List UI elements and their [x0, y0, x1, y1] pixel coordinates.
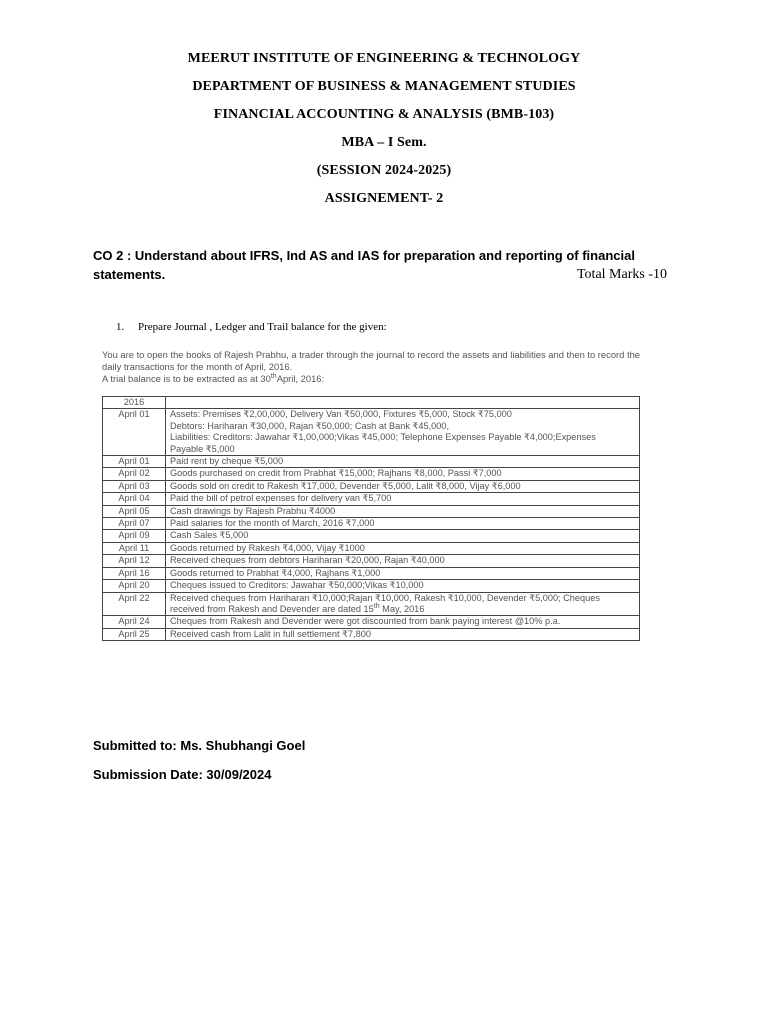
session-title: (SESSION 2024-2025) — [316, 163, 452, 178]
institute-title: MEERUT INSTITUTE OF ENGINEERING & TECHNOLOGY — [187, 51, 581, 66]
table-row — [103, 628, 640, 640]
transaction-date: April 25 — [103, 628, 166, 640]
transaction-description — [166, 480, 640, 492]
transactions-body — [103, 409, 640, 641]
table-row — [103, 530, 640, 542]
table-row — [103, 409, 640, 456]
table-header-row — [103, 397, 640, 409]
description-line: Paid the bill of petrol expenses for delivery van ₹5,700 — [170, 493, 392, 504]
transaction-description — [166, 456, 640, 468]
description-line: Goods purchased on credit from Prabhat ₹15,000; Rajhans ₹8,000, Passi ₹7,000 — [170, 468, 502, 479]
description-line: Cheques from Rakesh and Devender were got discounted from bank paying interest @10% p.a. — [170, 616, 561, 627]
transaction-date: April 16 — [103, 567, 166, 579]
transaction-description — [166, 580, 640, 592]
description-line: Assets: Premises ₹2,00,000, Delivery Van ₹50,000, Fixtures ₹5,000, Stock ₹75,000 — [170, 409, 512, 420]
transactions-table — [102, 396, 640, 641]
description-line: Goods sold on credit to Rakesh ₹17,000, Devender ₹5,000, Lalit ₹8,000, Vijay ₹6,000 — [170, 480, 521, 491]
transaction-description — [166, 409, 640, 456]
question-text: Prepare Journal , Ledger and Trail balance for the given: — [138, 321, 387, 333]
description-line: Cash Sales ₹5,000 — [170, 530, 249, 541]
description-line: Goods returned by Rakesh ₹4,000, Vijay ₹1000 — [170, 542, 365, 553]
transaction-description — [166, 530, 640, 542]
table-row — [103, 505, 640, 517]
description-line — [170, 604, 635, 615]
year-header: 2016 — [103, 397, 166, 409]
intro-line-3-suffix: April, 2016: — [276, 373, 325, 384]
transaction-date: April 01 — [103, 456, 166, 468]
transaction-date: April 04 — [103, 493, 166, 505]
description-line: Goods returned to Prabhat ₹4,000, Rajhans ₹1,000 — [170, 567, 381, 578]
table-row — [103, 456, 640, 468]
assignment-title: ASSIGNEMENT- 2 — [324, 191, 444, 206]
semester-title: MBA – I Sem. — [341, 135, 427, 150]
description-line: Paid rent by cheque ₹5,000 — [170, 456, 284, 467]
transaction-date: April 20 — [103, 580, 166, 592]
transaction-date: April 11 — [103, 542, 166, 554]
transaction-date: April 22 — [103, 592, 166, 616]
transaction-date: April 03 — [103, 480, 166, 492]
blank-header — [166, 397, 640, 409]
table-row — [103, 468, 640, 480]
description-line: Paid salaries for the month of March, 2016 ₹7,000 — [170, 518, 375, 529]
description-line: Debtors: Hariharan ₹30,000, Rajan ₹50,000; Cash at Bank ₹45,000, — [170, 420, 450, 431]
transaction-date: April 09 — [103, 530, 166, 542]
description-line: Received cheques from debtors Hariharan ₹20,000, Rajan ₹40,000 — [170, 555, 445, 566]
transaction-description — [166, 616, 640, 628]
transaction-date: April 01 — [103, 409, 166, 456]
table-row — [103, 542, 640, 554]
transaction-description — [166, 493, 640, 505]
description-line-suffix: May, 2016 — [379, 603, 425, 614]
course-outcome-line-1: CO 2 : Understand about IFRS, Ind AS and IAS for preparation and reporting of financial — [93, 248, 635, 263]
description-line: Cash drawings by Rajesh Prabhu ₹4000 — [170, 505, 336, 516]
description-line: Received cash from Lalit in full settlement ₹7,800 — [170, 628, 371, 639]
department-title: DEPARTMENT OF BUSINESS & MANAGEMENT STUDIES — [192, 79, 576, 94]
transaction-date: April 07 — [103, 518, 166, 530]
transaction-description — [166, 542, 640, 554]
transaction-date: April 12 — [103, 555, 166, 567]
transaction-description — [166, 628, 640, 640]
table-row — [103, 493, 640, 505]
description-line: Cheques issued to Creditors: Jawahar ₹50,000;Vikas ₹10,000 — [170, 580, 424, 591]
submission-date: Submission Date: 30/09/2024 — [93, 767, 272, 782]
description-superscript: th — [373, 602, 380, 610]
total-marks: Total Marks -10 — [576, 267, 667, 282]
course-outcome-line-2: statements. — [93, 267, 166, 282]
table-row — [103, 480, 640, 492]
question-1 — [116, 321, 387, 333]
table-row — [103, 518, 640, 530]
table-row — [103, 567, 640, 579]
transaction-description — [166, 468, 640, 480]
problem-intro-line-3 — [102, 373, 667, 385]
submitted-to: Submitted to: Ms. Shubhangi Goel — [93, 738, 306, 753]
subject-title: FINANCIAL ACCOUNTING & ANALYSIS (BMB-103) — [213, 107, 555, 122]
table-row — [103, 616, 640, 628]
table-row — [103, 592, 640, 616]
description-line-text: received from Rakesh and Devender are dated 15 — [170, 603, 374, 614]
description-line: Liabilities: Creditors: Jawahar ₹1,00,000;Vikas ₹45,000; Telephone Expenses Payable ₹4,000;Expenses — [170, 432, 596, 443]
transaction-description — [166, 505, 640, 517]
question-number: 1. — [116, 321, 125, 333]
problem-intro-line-1: You are to open the books of Rajesh Prabhu, a trader through the journal to record the assets and liabilities and then to record the — [102, 349, 641, 360]
description-line: Received cheques from Hariharan ₹10,000;Rajan ₹10,000, Rakesh ₹10,000, Devender ₹5,000; Cheques — [170, 592, 600, 603]
transaction-description — [166, 518, 640, 530]
transaction-description — [166, 555, 640, 567]
transaction-date: April 05 — [103, 505, 166, 517]
table-row — [103, 555, 640, 567]
table-row — [103, 580, 640, 592]
transaction-date: April 24 — [103, 616, 166, 628]
transaction-description — [166, 592, 640, 616]
transaction-date: April 02 — [103, 468, 166, 480]
transaction-description — [166, 567, 640, 579]
intro-line-3-text: A trial balance is to be extracted as at 30 — [102, 373, 271, 384]
description-line: Payable ₹5,000 — [170, 443, 235, 454]
problem-intro-line-2: daily transactions for the month of April, 2016. — [102, 361, 293, 372]
intro-line-3-superscript: th — [270, 372, 277, 380]
